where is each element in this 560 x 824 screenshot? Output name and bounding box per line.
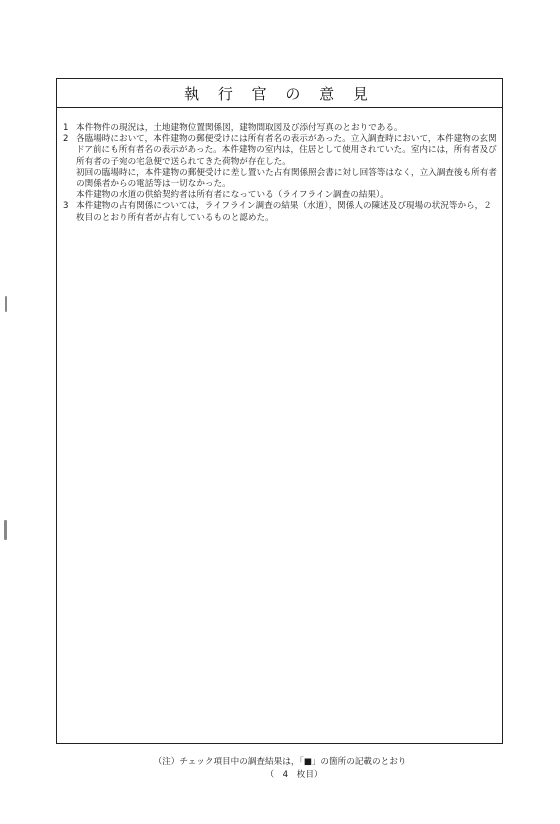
scan-mark: [5, 296, 7, 312]
opinion-item-3: [63, 201, 497, 223]
item-number: 1: [63, 123, 69, 133]
opinion-frame: [56, 78, 503, 744]
page-number: （ 4 枚目）: [265, 770, 323, 780]
footer: [0, 756, 560, 782]
item-text: 本件物件の現況は，土地建物位置関係図，建物間取図及び添付写真のとおりである。: [76, 123, 403, 133]
item-text: 本件建物の占有関係については，ライフライン調査の結果（水道），関係人の陳述及び現場の状況等から，２枚目のとおり所有者が占有しているものと認めた。: [76, 201, 492, 223]
opinion-body: [57, 108, 502, 224]
item-text: 各臨場時において，本件建物の郵便受けには所有者名の表示があった。立入調査時において，本件建物の玄関ドア前にも所有者名の表示があった。本件建物の室内は，住居として使用されていた。室内には，所有者及び所有者の子宛の宅急便で送られてきた荷物が存在した。: [76, 134, 497, 167]
scan-mark: [4, 520, 7, 540]
item-number: 3: [63, 201, 69, 212]
opinion-item-1: [63, 123, 497, 134]
opinion-item-2-paragraph-3: 本件建物の水道の供給契約者は所有者になっている（ライフライン調査の結果）。: [76, 190, 389, 201]
opinion-item-2-paragraph-2: 初回の臨場時に，本件建物の郵便受けに差し置いた占有関係照会書に対し回答等はなく，立入調査後も所有者の関係者からの電話等は一切なかった。: [76, 167, 497, 190]
page-title: 執 行 官 の 意 見: [184, 84, 375, 103]
opinion-item-2: [63, 134, 497, 168]
item-number: 2: [63, 134, 69, 145]
footer-note: （注）チェック項目中の調査結果は，「■」の箇所の記載のとおり: [153, 757, 407, 767]
title-row: [57, 79, 502, 108]
